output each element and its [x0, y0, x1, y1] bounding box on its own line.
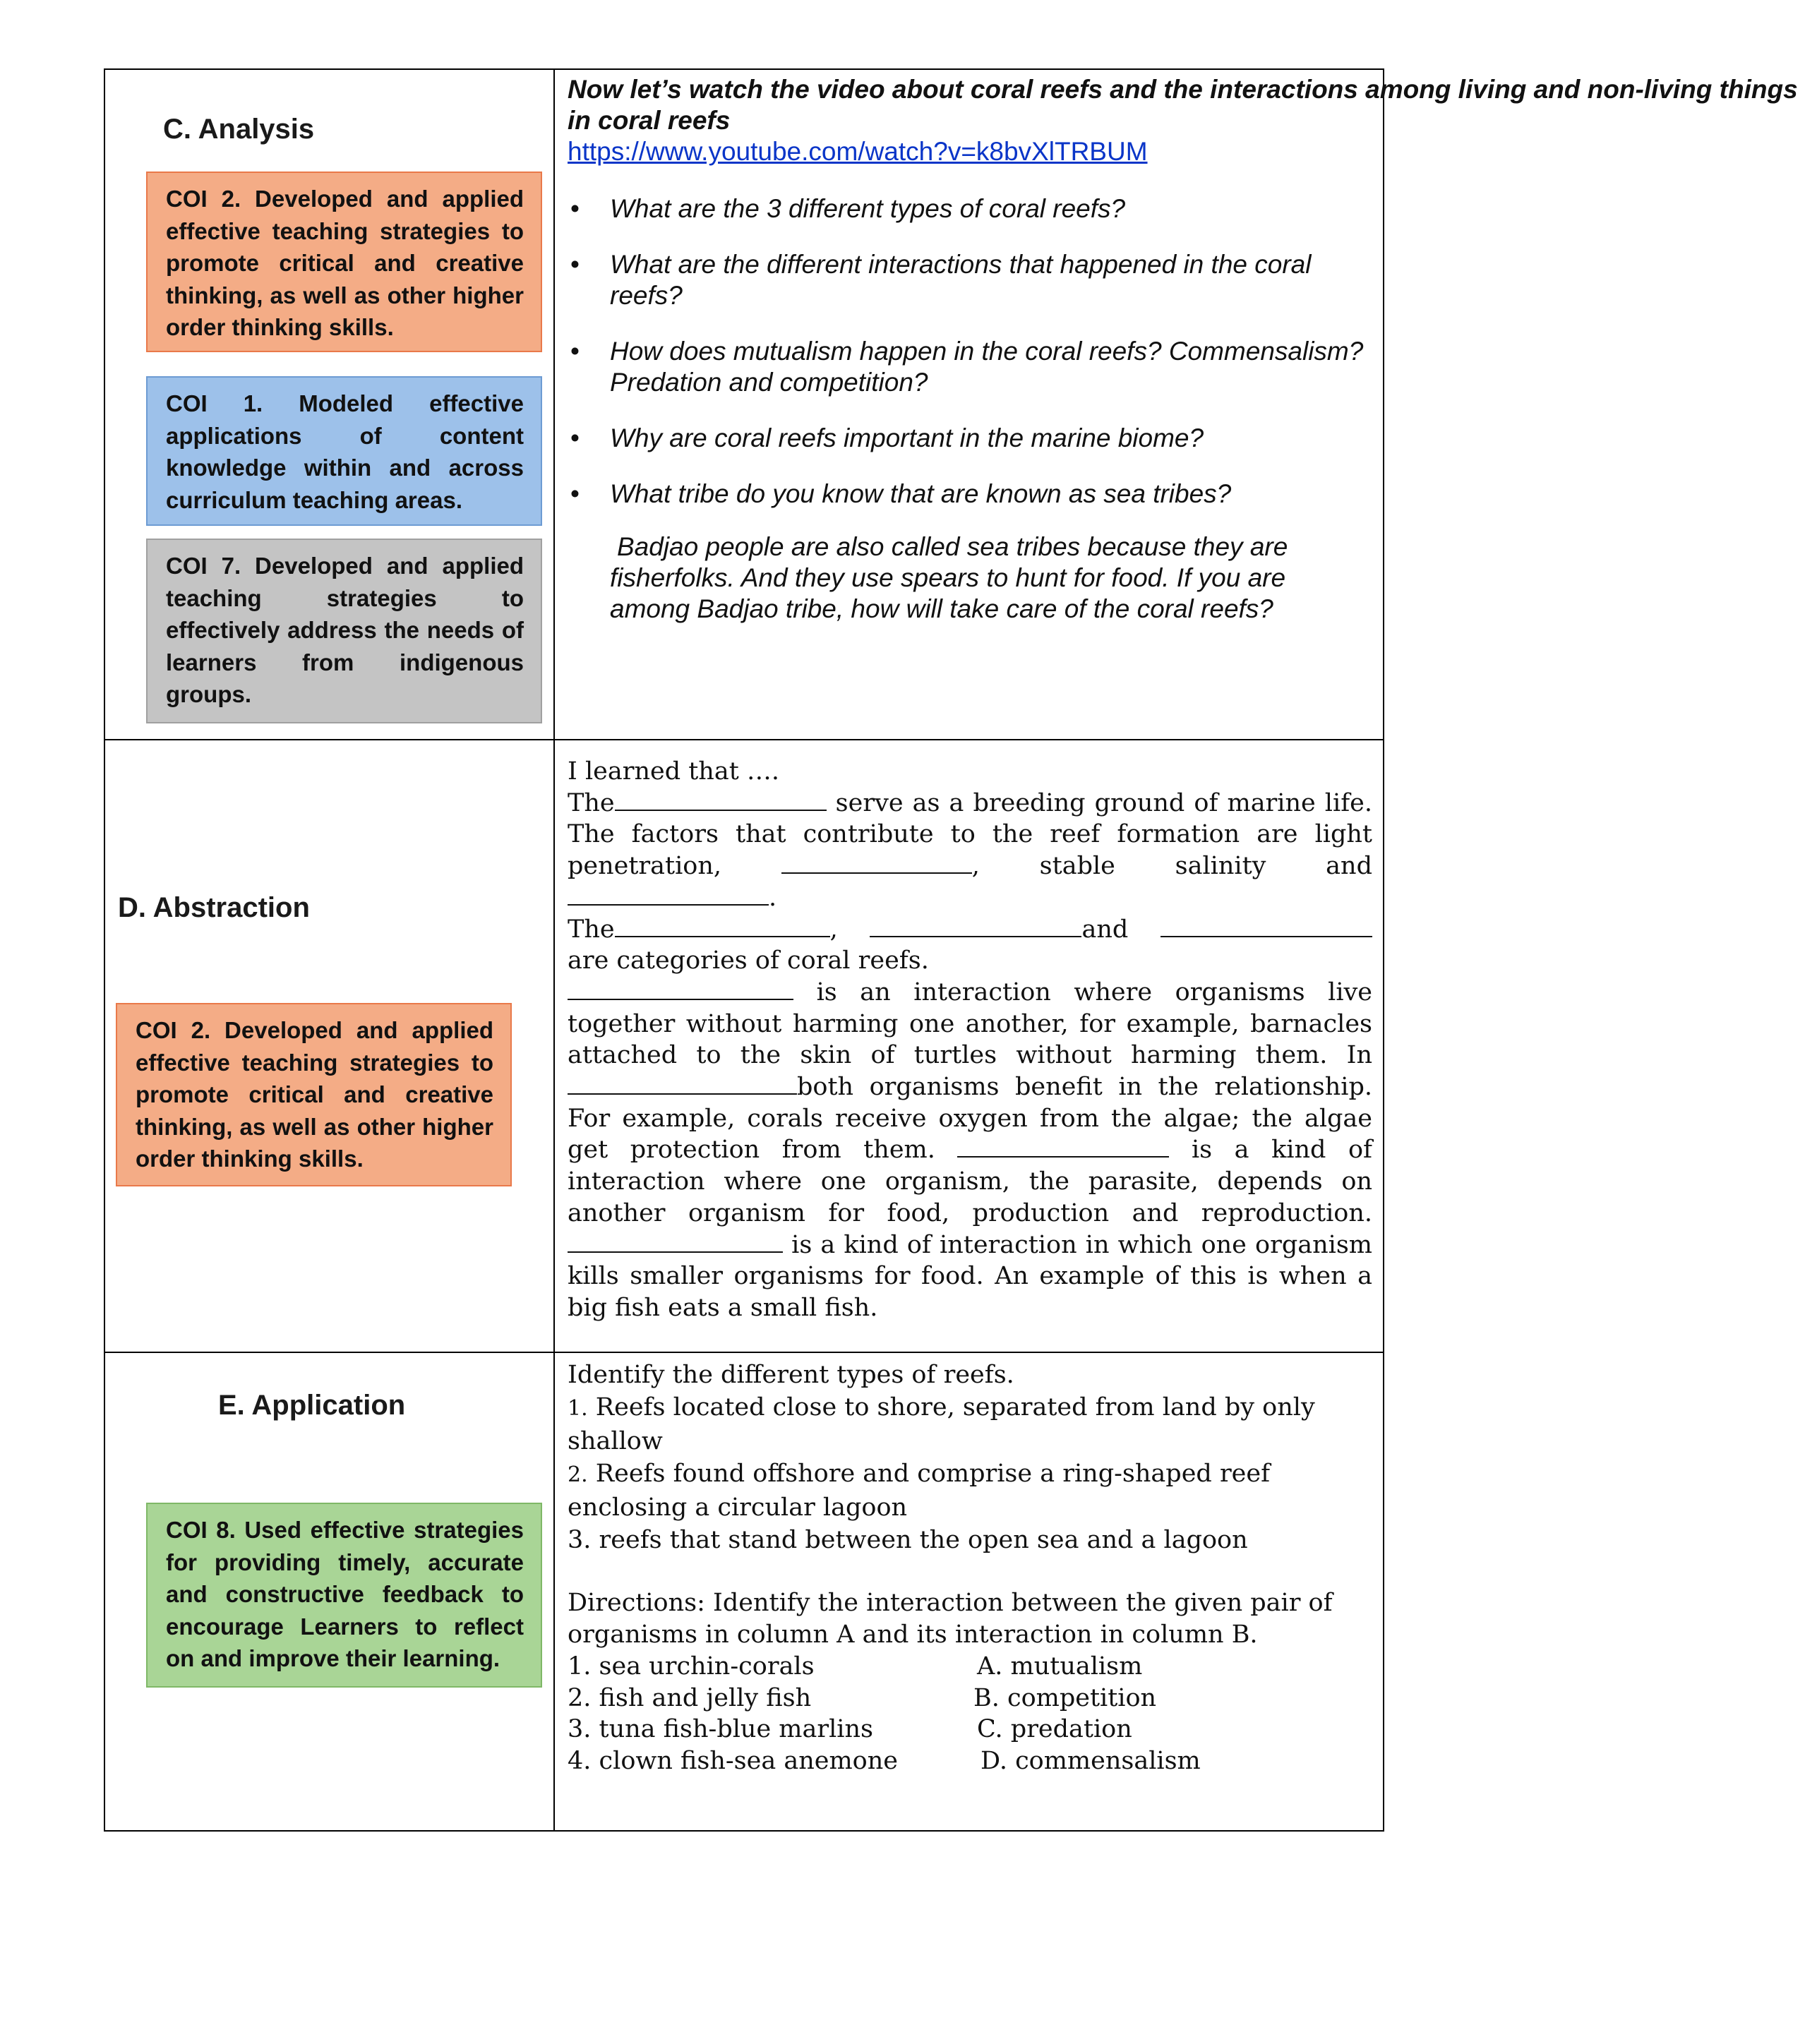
- coi-2-box: COI 2. Developed and applied effective teaching strategies to promote critical and creative thinking, as well as other higher order thinking skills.: [146, 172, 542, 352]
- application-row: [104, 1352, 1384, 1831]
- question-item: • How does mutualism happen in the coral reefs? Commensalism? Predation and competition?: [570, 337, 1364, 397]
- application-left-cell: [104, 1352, 554, 1831]
- fill-in-blank[interactable]: [1161, 915, 1372, 937]
- analysis-left-cell: [104, 69, 554, 740]
- matching-pairs: [568, 1650, 1386, 1776]
- question-item: • What are the different interactions that happened in the coral reefs?: [570, 250, 1312, 310]
- directions: Directions: Identify the interaction between the given pair of organisms in column A and its interaction in column B.: [568, 1589, 1333, 1649]
- fill-in-blank[interactable]: [568, 978, 793, 1000]
- reef-item: 3. reefs that stand between the open sea and a lagoon: [568, 1526, 1248, 1554]
- abstraction-left-cell: [104, 740, 554, 1352]
- fill-in-blank[interactable]: [781, 851, 972, 874]
- question-item: • What are the 3 different types of coral reefs?: [570, 194, 1126, 223]
- fill-in-blank[interactable]: [568, 1072, 797, 1095]
- video-heading: Now let’s watch the video about coral reefs and the interactions among living and non-living things in coral reefs: [568, 75, 1798, 135]
- analysis-row: [104, 69, 1384, 740]
- application-title: E. Application: [218, 1390, 406, 1421]
- coi-2-box: COI 2. Developed and applied effective teaching strategies to promote critical and creative thinking, as well as other higher order thinking skills.: [116, 1003, 512, 1186]
- application-content: [568, 1359, 1386, 1776]
- video-link[interactable]: https://www.youtube.com/watch?v=k8bvXlTRBUM: [568, 137, 1148, 166]
- abstraction-right-cell: [554, 740, 1384, 1352]
- badjao-paragraph: Badjao people are also called sea tribes because they are fisherfolks. And they use spears to hunt for food. If you are among Badjao tribe, how will take care of the coral reefs?: [610, 532, 1288, 623]
- reef-item: 1. Reefs located close to shore, separated from land by only shallow: [568, 1393, 1315, 1455]
- coi-7-box: COI 7. Developed and applied teaching strategies to effectively address the needs of learners from indigenous groups.: [146, 539, 542, 723]
- question-list: [568, 193, 1372, 534]
- matching-row: 3. tuna fish-blue marlins C. predation: [568, 1715, 1132, 1743]
- question-item: • What tribe do you know that are known as sea tribes?: [570, 479, 1232, 508]
- matching-row: 4. clown fish-sea anemone D. commensalism: [568, 1746, 1201, 1775]
- coi-1-box: COI 1. Modeled effective applications of content knowledge within and across curriculum teaching areas.: [146, 376, 542, 526]
- coi-8-box: COI 8. Used effective strategies for providing timely, accurate and constructive feedback to encourage Learners to reflect on and improve their learning.: [146, 1503, 542, 1688]
- fill-in-blank[interactable]: [568, 1230, 783, 1253]
- question-item: • Why are coral reefs important in the marine biome?: [570, 423, 1204, 452]
- video-instructions: [568, 74, 1817, 167]
- fill-in-blank[interactable]: [615, 915, 830, 937]
- analysis-title: C. Analysis: [163, 114, 315, 145]
- abstraction-row: [104, 740, 1384, 1352]
- lesson-plan-table: [104, 68, 1798, 1832]
- fill-in-blank[interactable]: [615, 788, 827, 811]
- matching-row: 2. fish and jelly fish B. competition: [568, 1683, 1157, 1712]
- fill-in-blank[interactable]: [870, 915, 1081, 937]
- reef-item: 2. Reefs found offshore and comprise a ring-shaped reef enclosing a circular lagoon: [568, 1460, 1271, 1522]
- reef-intro: Identify the different types of reefs.: [568, 1361, 1014, 1389]
- application-right-cell: [554, 1352, 1384, 1831]
- fill-in-blank[interactable]: [957, 1135, 1169, 1158]
- abstraction-title: D. Abstraction: [118, 892, 310, 923]
- analysis-right-cell: [554, 69, 1798, 740]
- matching-row: 1. sea urchin-corals A. mutualism: [568, 1652, 1143, 1681]
- fill-in-blank[interactable]: [568, 883, 769, 906]
- abstraction-paragraph: I learned that …. The serve as a breeding ground of marine life. The factors that contribute to the reef formation are light penetration, , stable salinity and . The , and are categories of coral reefs. is an interaction where organisms live together without harming one another, for example, barnacles attached to the skin of turtles without harming them. In both organisms benefit in the relationship. For example, corals receive oxygen from the algae; the algae get protection from them. is a kind of interaction where one organism, the parasite, depends on another organism for food, production and reproduction. is a kind of interaction in which one organism kills smaller organisms for food. An example of this is when a big fish eats a small fish.: [568, 757, 1372, 1322]
